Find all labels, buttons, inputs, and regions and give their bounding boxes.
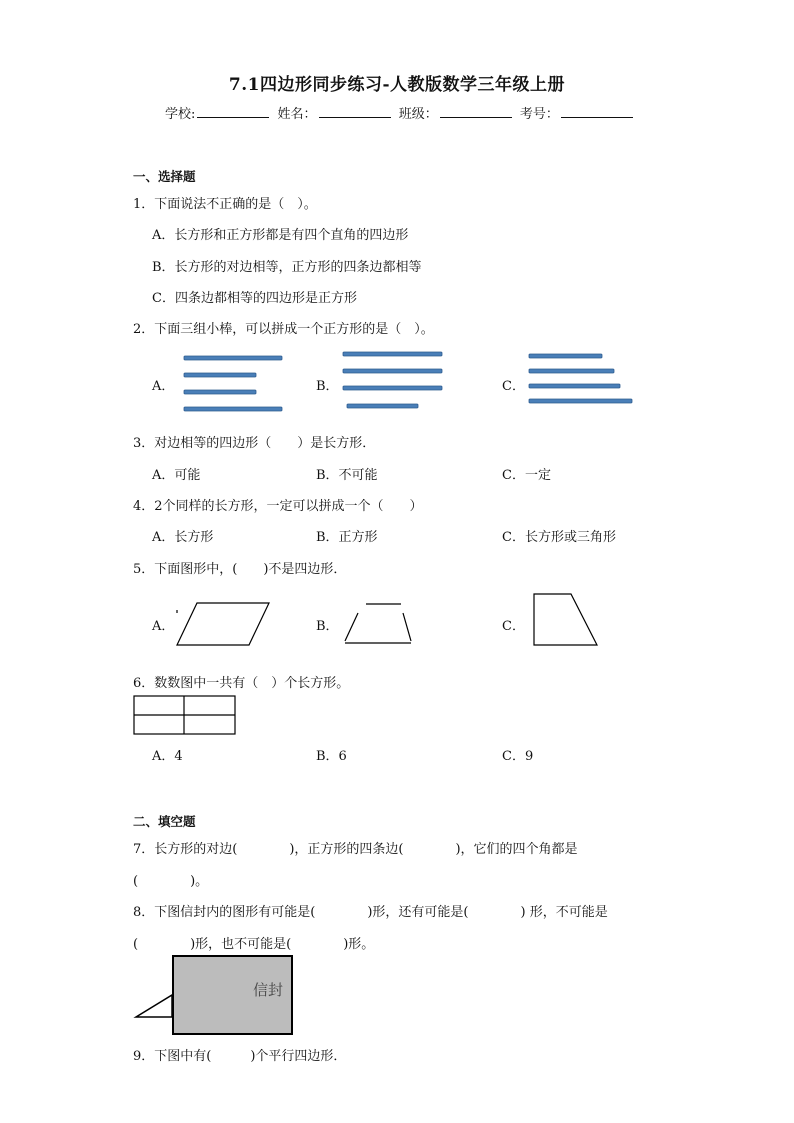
q2-option-a[interactable]: A． — [152, 379, 175, 394]
q1-option-a[interactable]: A．长方形和正方形都是有四个直角的四边形 — [152, 228, 409, 243]
q6-option-b[interactable]: B．6 — [316, 749, 347, 764]
question-7-line1: 7．长方形的对边( )，正方形的四条边( )，它们的四个角都是 — [133, 842, 578, 857]
q4-option-b[interactable]: B．正方形 — [316, 530, 378, 545]
q4-option-a[interactable]: A．长方形 — [152, 530, 214, 545]
question-3: 3．对边相等的四边形（ ）是长方形． — [133, 436, 376, 451]
q6-option-a[interactable]: A．4 — [152, 749, 183, 764]
q3-option-c[interactable]: C．一定 — [502, 468, 551, 483]
question-6: 6．数数图中一共有（ ）个长方形。 — [133, 676, 350, 691]
q5-option-a[interactable]: A． — [152, 619, 175, 634]
section-heading-choice: 一、选择题 — [133, 169, 196, 184]
class-label: 班级： — [398, 107, 438, 122]
q2-option-c[interactable]: C． — [502, 379, 525, 394]
question-9: 9．下图中有( )个平行四边形． — [133, 1049, 347, 1064]
q3-option-a[interactable]: A．可能 — [152, 468, 201, 483]
question-2: 2．下面三组小棒，可以拼成一个正方形的是（ ）。 — [133, 322, 434, 337]
name-label: 姓名： — [277, 107, 317, 122]
q1-option-b[interactable]: B．长方形的对边相等，正方形的四条边都相等 — [152, 260, 422, 275]
envelope-label: 信封 — [252, 981, 283, 999]
page-title: 7.1四边形同步练习-人教版数学三年级上册 — [228, 75, 566, 95]
school-label: 学校: — [165, 107, 196, 122]
question-5: 5．下面图形中，( )不是四边形． — [133, 562, 347, 577]
q6-option-c[interactable]: C．9 — [502, 749, 534, 764]
question-8-line1: 8．下图信封内的图形有可能是( )形，还有可能是( ) 形，不可能是 — [133, 905, 608, 920]
q3-option-b[interactable]: B．不可能 — [316, 468, 378, 483]
section-heading-fill: 二、填空题 — [133, 814, 196, 829]
question-8-line2: ( )形，也不可能是( )形。 — [133, 937, 375, 952]
q5-option-b[interactable]: B． — [316, 619, 339, 634]
number-label: 考号： — [519, 107, 559, 122]
question-7-line2: ( )。 — [133, 874, 209, 889]
q4-option-c[interactable]: C．长方形或三角形 — [502, 530, 616, 545]
q1-option-c[interactable]: C．四条边都相等的四边形是正方形 — [152, 291, 357, 306]
question-4: 4．2个同样的长方形，一定可以拼成一个（ ） — [133, 499, 423, 514]
q2-option-b[interactable]: B． — [316, 379, 339, 394]
envelope-shape — [172, 955, 293, 1035]
question-1: 1．下面说法不正确的是（ ）。 — [133, 197, 317, 212]
q5-option-c[interactable]: C． — [502, 619, 525, 634]
